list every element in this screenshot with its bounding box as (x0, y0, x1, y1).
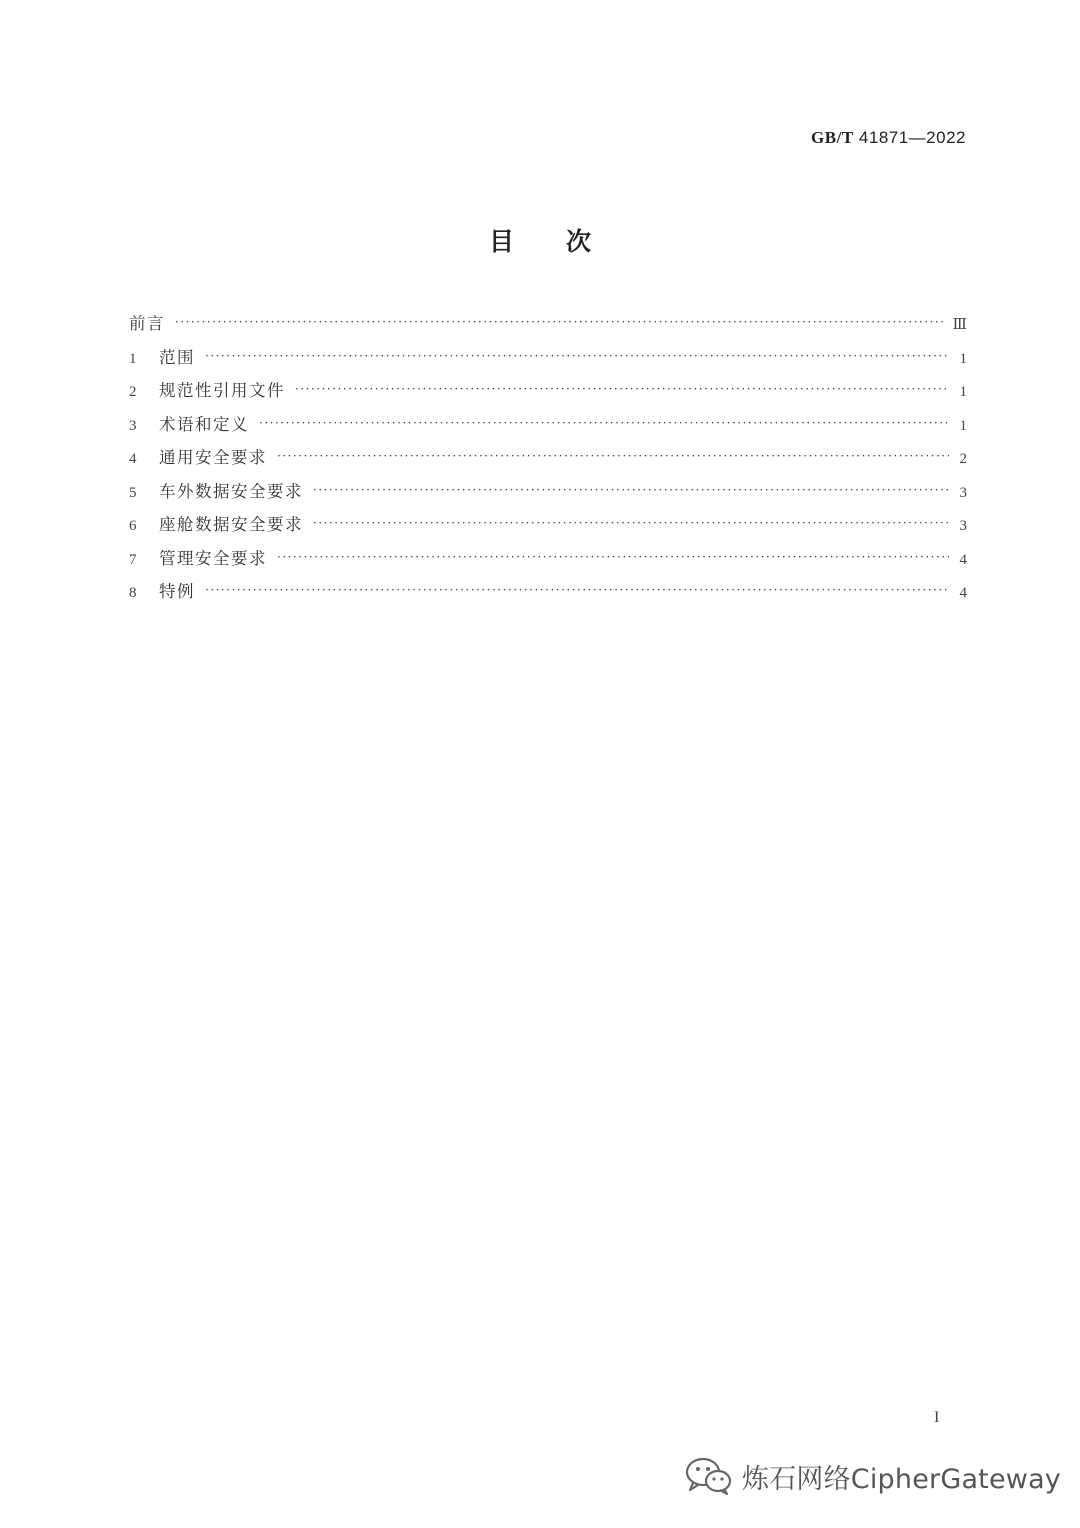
toc-entry-page: 1 (959, 417, 967, 434)
toc-leader-dots (259, 416, 949, 430)
toc-entry-foreword[interactable] (129, 310, 967, 344)
watermark-text: 炼石网络CipherGateway (742, 1463, 1061, 1495)
toc-entry-number: 1 (129, 350, 137, 367)
standard-prefix: GB/T (811, 128, 854, 147)
toc-entry-6[interactable] (129, 511, 967, 545)
toc-leader-dots (313, 516, 949, 530)
toc-entry-number: 2 (129, 384, 137, 400)
toc-entry-label: 通用安全要求 (159, 448, 267, 467)
toc-entry-page: 4 (959, 585, 967, 601)
page-number: I (934, 1409, 940, 1426)
toc-entry-4[interactable] (129, 444, 967, 478)
toc-entry-page: 4 (959, 551, 967, 568)
toc-entry-page: 3 (959, 518, 967, 534)
toc-entry-8[interactable] (129, 578, 967, 612)
toc-leader-dots (295, 382, 949, 396)
table-of-contents (129, 310, 967, 612)
toc-entry-label: 范围 (159, 347, 195, 367)
watermark (684, 1455, 1061, 1497)
toc-leader-dots (277, 550, 949, 564)
toc-entry-page: 1 (959, 350, 967, 367)
toc-entry-number: 7 (129, 551, 137, 568)
toc-entry-label: 规范性引用文件 (159, 381, 285, 400)
toc-entry-number: 5 (129, 484, 137, 501)
toc-entry-page: 2 (959, 451, 967, 467)
toc-leader-dots (175, 315, 945, 329)
toc-entry-label: 管理安全要求 (159, 548, 267, 568)
standard-code (811, 128, 966, 148)
toc-leader-dots (277, 449, 949, 463)
toc-entry-number: 4 (129, 451, 137, 467)
toc-title: 目次 (488, 227, 643, 256)
toc-entry-label: 座舱数据安全要求 (159, 515, 303, 534)
toc-entry-page: 3 (959, 484, 967, 501)
toc-entry-label: 前言 (129, 314, 165, 333)
toc-entry-label: 术语和定义 (159, 414, 249, 434)
toc-entry-number: 8 (129, 585, 137, 601)
toc-leader-dots (205, 583, 949, 597)
toc-leader-dots (205, 349, 949, 363)
wechat-icon (684, 1455, 734, 1497)
toc-entry-5[interactable] (129, 478, 967, 512)
toc-entry-page: Ⅲ (952, 317, 967, 333)
standard-number: 41871—2022 (858, 128, 966, 147)
toc-entry-1[interactable] (129, 344, 967, 378)
toc-entry-3[interactable] (129, 411, 967, 445)
toc-entry-7[interactable] (129, 545, 967, 579)
toc-entry-page: 1 (959, 384, 967, 400)
toc-entry-2[interactable] (129, 377, 967, 411)
toc-entry-label: 特例 (159, 582, 195, 601)
toc-leader-dots (313, 483, 949, 497)
toc-entry-number: 6 (129, 518, 137, 534)
toc-entry-label: 车外数据安全要求 (159, 481, 303, 501)
toc-entry-number: 3 (129, 417, 137, 434)
